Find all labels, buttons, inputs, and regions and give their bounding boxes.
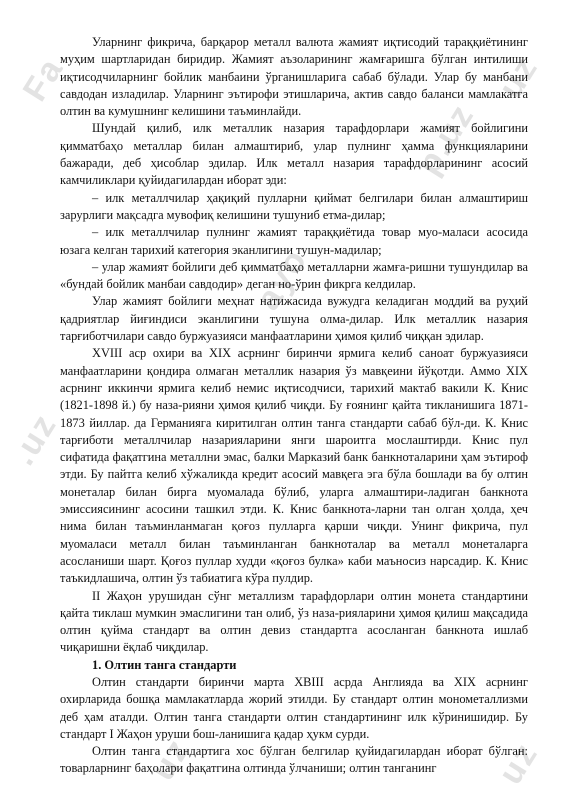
list-item: – улар жамият бойлиги деб қимматбаҳо металларни жамға-ришни тушундилар ва «бундай бойлик манбаи савдодир» деган но-ўрин фикрга келдилар. bbox=[60, 259, 528, 292]
section-heading: 1. Олтин танга стандарти bbox=[92, 657, 237, 672]
watermark: Fa bbox=[15, 50, 72, 108]
watermark: .uz bbox=[3, 406, 65, 472]
paragraph: Улар жамият бойлиги меҳнат натижасида вужудга келадиган моддий ва руҳий қадриятлар йиғиндиси эканлигини тушуна олма-дилар. Илк металлик назария тарғиботчилари савдо буржуазияси манфаатларини ҳимоя қилиб чиққан эдилар. bbox=[60, 294, 528, 344]
paragraph: II Жаҳон урушидан сўнг металлизм тарафдорлари олтин монета стандартини қайта тиклаш мумкин эмаслигини тан олиб, ўз наза-рияларини ҳимоя қилиш мақсадида олтин қуйма стандарт ва олтин девиз стандартга асосланган банкнота ишлаб чиқаришни ёқлаб чиқдилар. bbox=[60, 588, 528, 655]
watermark: p.uz bbox=[409, 96, 482, 182]
watermark: ayo bbox=[248, 241, 316, 317]
paragraph: XVIII аср охири ва XIX асрнинг биринчи ярмига келиб саноат буржуазияси манфаатларини қондира олмаган металлик назария ўз мавқеини йўқотди. Аммо XIX асрнинг иккинчи ярмига келиб немис иқтисодчиси, тарихий мактаб вакили К. Книс (1821-1898 й.) бу наза-рияни ҳимоя қилиб чиқди. Бу ғоянинг қайта тикланишига 1871-1873 йиллар. да Германияга киритилган олтин танга стандарти сабаб бўл-ди. К. Книс тарғиботи металлчилар назарияларини янги шароитга мослаштирди. Книс пул сифатида фақатгина металлни эмас, балки Марказий банк банкноталарини ҳам эътироф этди. Бу пайтга келиб хўжаликда кредит асосий мавқега эга бўла бошлади ва бу олтин монеталар билан бирга муомалада бўлиб, уларга алмаштири-ладиган банкнота эмиссиясининг асосини ташкил этди. К. Книс банкнота-ларни тан олган ҳолда, ҳеч нима билан таъминланмаган қоғоз пулларга қарши чиқди. Унинг фикрича, пул муомаласи металл билан таъминланган банкноталар ва металл монеталарга асосланиши шарт. Қоғоз пуллар худди «қоғоз булка» каби маъносиз нарсадир. К. Книс таъкидлашича, олтин ўз табиатига кўра пулдир. bbox=[60, 346, 528, 586]
watermark: uz bbox=[491, 49, 546, 106]
list-item: – илк металлчилар ҳақиқий пулларни қиймат белгилари билан алмаштириш зарурлиги мақсадга мувофиқ келишини тушуниб етма-дилар; bbox=[60, 190, 528, 222]
paragraph: Шундай қилиб, илк металлик назария тарафдорлари жамият бойлигини қимматбаҳо металлар билан алмаштириб, улар пулнинг ҳамма функцияларини бажаради, деб ҳисоблар эдилар. Илк металл назария тарафдорларининг асосий камчиликлари қуйидагилардан иборат эди: bbox=[60, 121, 528, 188]
paragraph: Олтин стандарти биринчи марта XВIII асрда Англияда ва XIX асрнинг охирларида бошқа мамлакатларда жорий этилди. Бу стандарт олтин монометаллизми деб ҳам аталди. Олтин танга стандарти олтин стандартининг илк кўринишидир. Бу стандарт I Жаҳон уруши бош-ланишига қадар ҳукм сурди. bbox=[60, 674, 528, 741]
list-item: – илк металлчилар пулнинг жамият тараққиётида товар муо-маласи асосида юзага келган тарихий категория эканлигини тушун-мадилар; bbox=[60, 225, 528, 257]
watermark: uz bbox=[491, 735, 546, 792]
document-page bbox=[60, 34, 528, 778]
paragraph: Олтин танга стандартига хос бўлган белгилар қуйидагилардан иборат бўлган: товарларнинг баҳолари фақатгина олтинда ўлчаниши; олтин танганинг bbox=[60, 744, 528, 776]
watermark: uz bbox=[143, 731, 198, 788]
paragraph: Уларнинг фикрича, барқарор металл валюта жамият иқтисодий тараққиётининг муҳим шартларидан биридир. Жамият аъзоларининг жамғаришга бўлган интилиши иқтисодчиларнинг бойлик манбаини ўрганишларига сабаб бўлади. Улар бу манбани савдодан изладилар. Уларнинг эътирофи этишларича, актив савдо баланси мамлакатга олтин ва кумушнинг келишини таъминлайди. bbox=[60, 35, 528, 119]
